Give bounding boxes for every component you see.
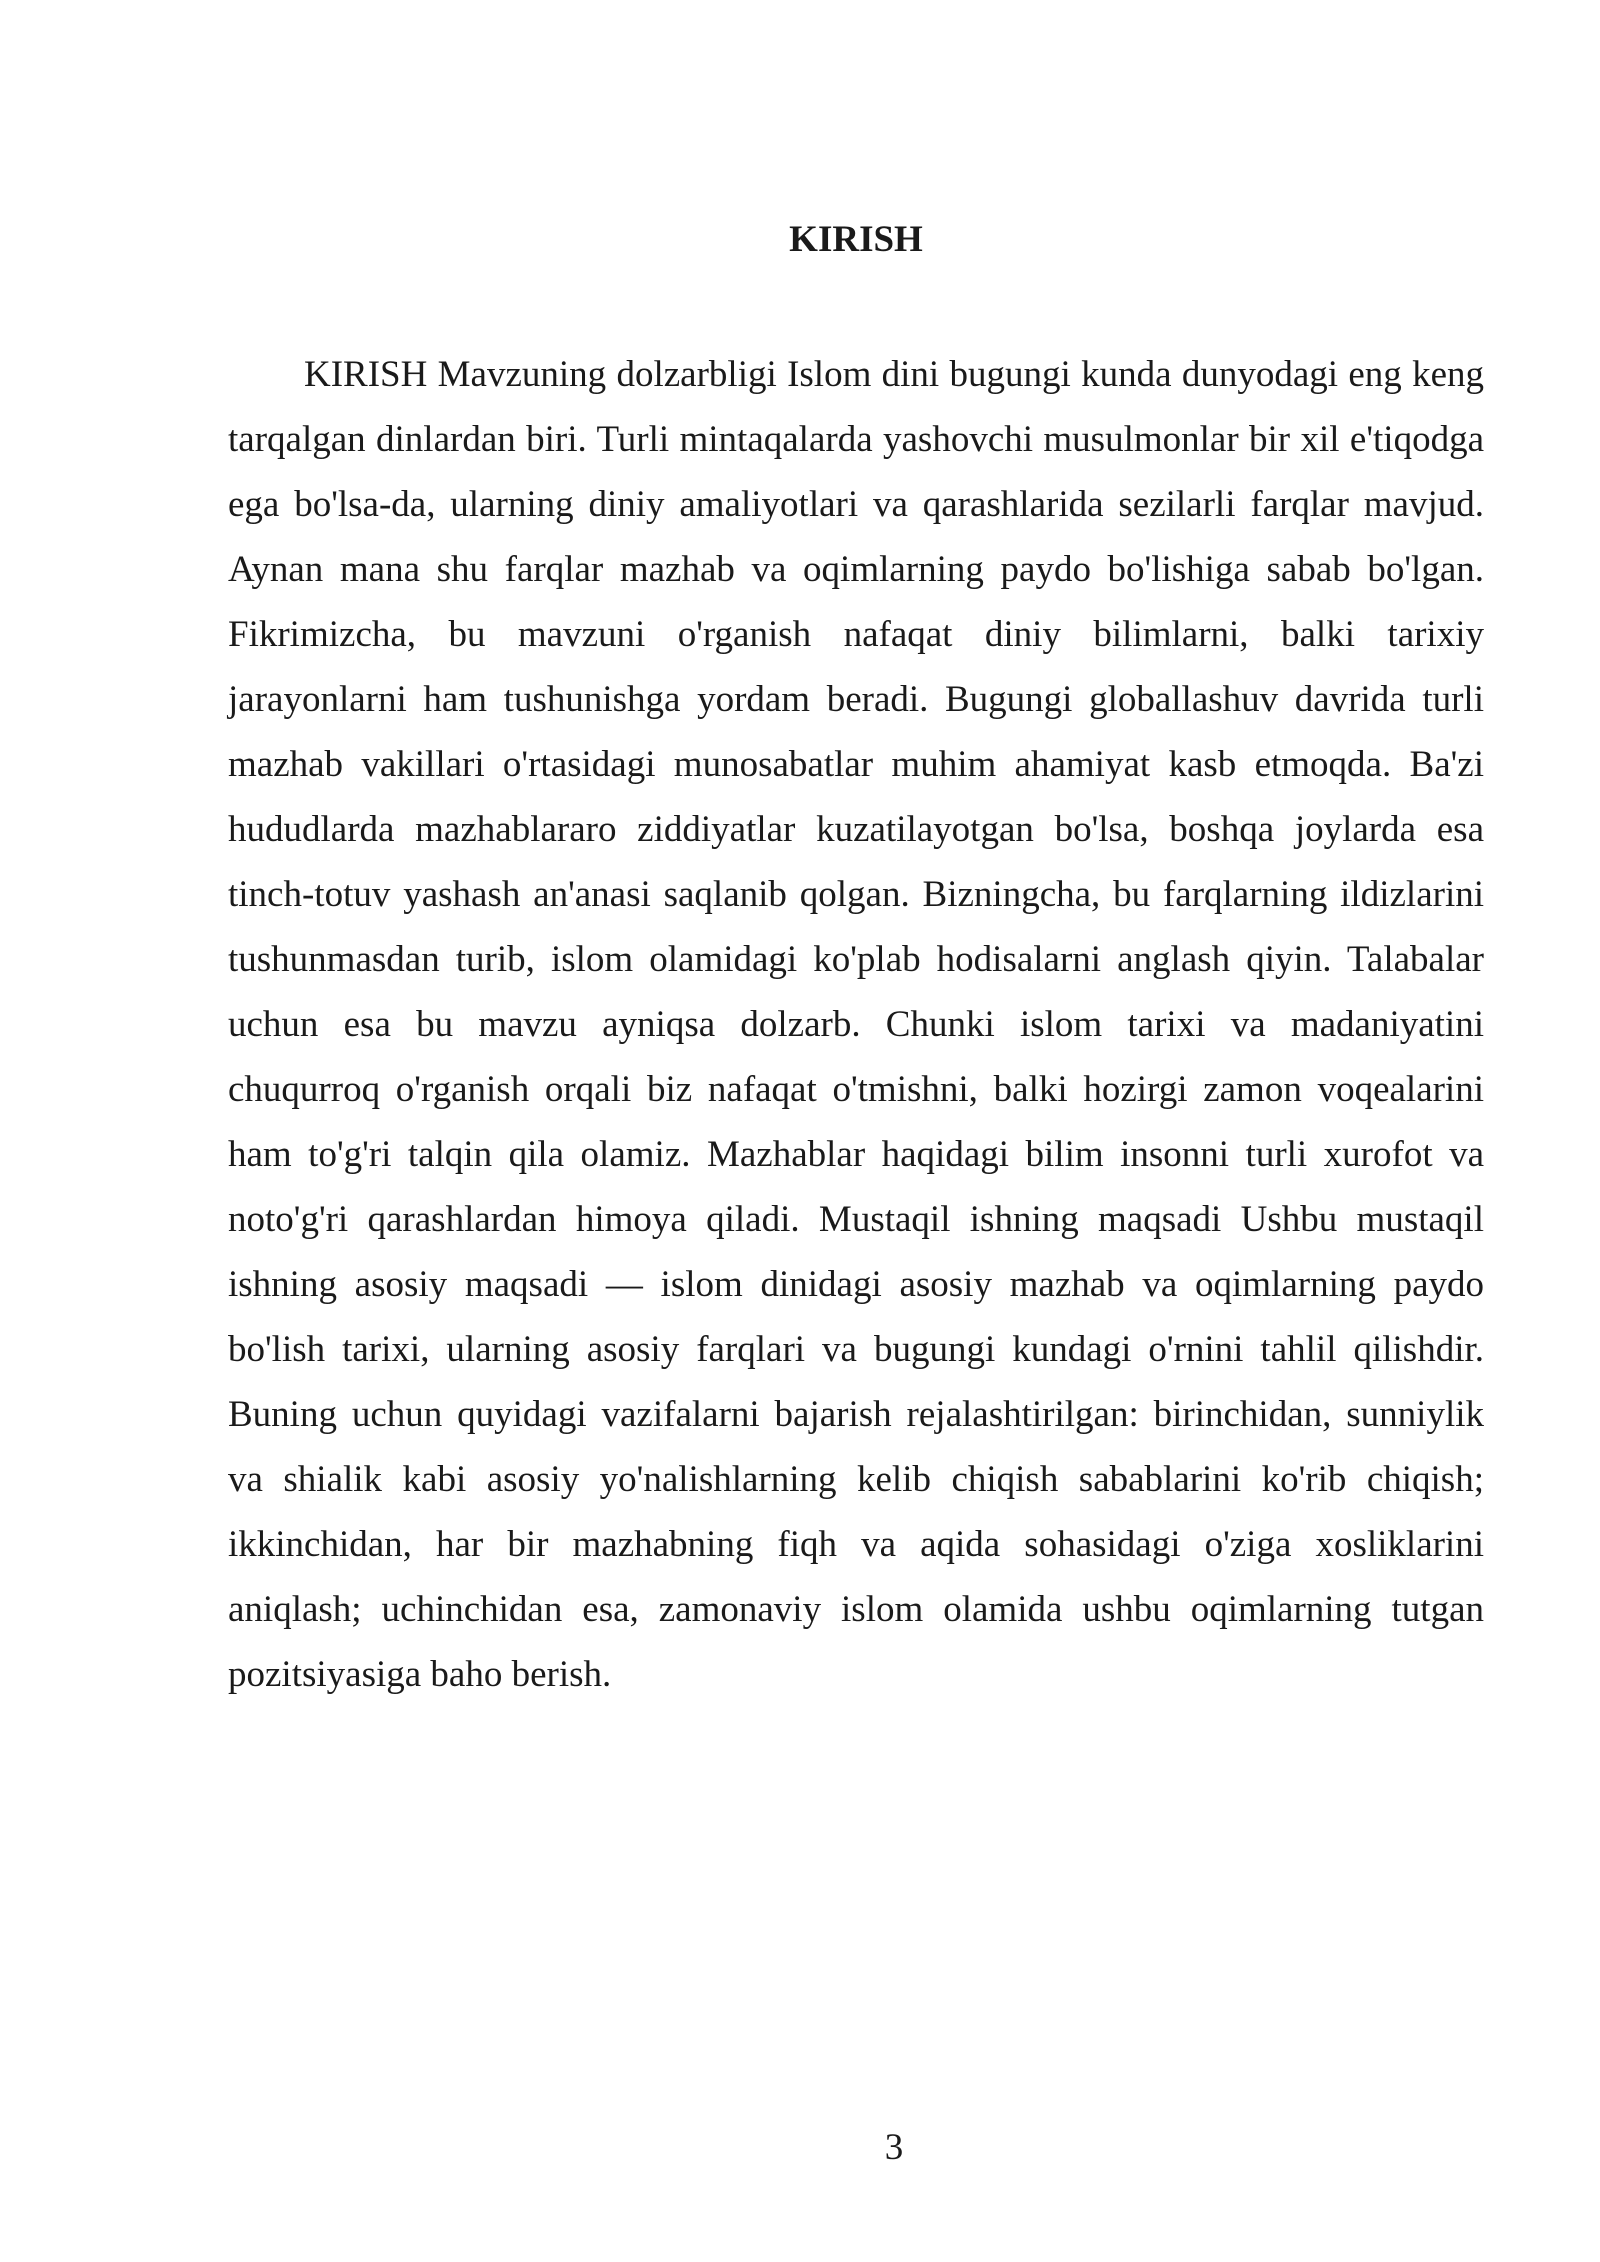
body-paragraph: KIRISH Mavzuning dolzarbligi Islom dini bugungi kunda dunyodagi eng keng tarqalgan dinlardan biri. Turli mintaqalarda yashovchi musulmonlar bir xil e'tiqodga ega bo'lsa-da, ularning diniy amaliyotlari va qarashlarida sezilarli farqlar mavjud. Aynan mana shu farqlar mazhab va oqimlarning paydo bo'lishiga sabab bo'lgan. Fikrimizcha, bu mavzuni o'rganish nafaqat diniy bilimlarni, balki tarixiy jarayonlarni ham tushunishga yordam beradi. Bugungi globallashuv davrida turli mazhab vakillari o'rtasidagi munosabatlar muhim ahamiyat kasb etmoqda. Ba'zi hududlarda mazhablararo ziddiyatlar kuzatilayotgan bo'lsa, boshqa joylarda esa tinch-totuv yashash an'anasi saqlanib qolgan. Bizningcha, bu farqlarning ildizlarini tushunmasdan turib, islom olamidagi ko'plab hodisalarni anglash qiyin. Talabalar uchun esa bu mavzu ayniqsa dolzarb. Chunki islom tarixi va madaniyatini chuqurroq o'rganish orqali biz nafaqat o'tmishni, balki hozirgi zamon voqealarini ham to'g'ri talqin qila olamiz. Mazhablar haqidagi bilim insonni turli xurofot va noto'g'ri qarashlardan himoya qiladi. Mustaqil ishning maqsadi Ushbu mustaqil ishning asosiy maqsadi — islom dinidagi asosiy mazhab va oqimlarning paydo bo'lish tarixi, ularning asosiy farqlari va bugungi kundagi o'rnini tahlil qilishdir. Buning uchun quyidagi vazifalarni bajarish rejalashtirilgan: birinchidan, sunniylik va shialik kabi asosiy yo'nalishlarning kelib chiqish sabablarini ko'rib chiqish; ikkinchidan, har bir mazhabning fiqh va aqida sohasidagi o'ziga xosliklarini aniqlash; uchinchidan esa, zamonaviy islom olamida ushbu oqimlarning tutgan pozitsiyasiga baho berish. xyxy=(228,354,1484,1695)
page-number: 3 xyxy=(884,2127,904,2168)
page-title: KIRISH xyxy=(789,219,923,260)
